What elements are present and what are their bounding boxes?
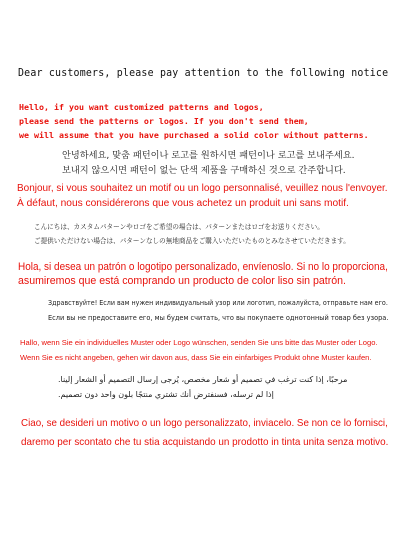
english-line-2: please send the patterns or logos. If you don't send them, (19, 116, 309, 126)
korean-line-1: 안녕하세요, 맞춤 패턴이나 로고를 원하시면 패턴이나 로고를 보내주세요. (62, 150, 355, 161)
french-line-1: Bonjour, si vous souhaitez un motif ou un logo personnalisé, veuillez nous l'envoyer. (17, 183, 388, 194)
arabic-line-2: إذا لم ترسله، فسنفترض أنك تشتري منتجًا بلون واحد دون تصميم. (58, 390, 274, 399)
english-line-1: Hello, if you want customized patterns and logos, (19, 102, 264, 112)
korean-line-2: 보내지 않으시면 패턴이 없는 단색 제품을 구매하신 것으로 간주합니다. (62, 165, 346, 176)
japanese-line-1: こんにちは、カスタムパターンやロゴをご希望の場合は、パターンまたはロゴをお送りください。 (34, 223, 324, 231)
german-line-2: Wenn Sie es nicht angeben, gehen wir davon aus, dass Sie ein einfarbiges Produkt ohne Muster kaufen. (20, 353, 372, 362)
japanese-line-2: ご提供いただけない場合は、パターンなしの無地商品をご購入いただいたものとみなさせていただきます。 (34, 237, 350, 245)
german-line-1: Hallo, wenn Sie ein individuelles Muster oder Logo wünschen, senden Sie uns bitte das Muster oder Logo. (20, 338, 378, 347)
italian-line-2: daremo per scontato che tu stia acquistando un prodotto in tinta unita senza motivo. (21, 437, 389, 448)
russian-line-2: Если вы не предоставите его, мы будем считать, что вы покупаете однотонный товар без узора. (48, 314, 389, 322)
arabic-line-1: مرحبًا، إذا كنت ترغب في تصميم أو شعار مخصص، يُرجى إرسال التصميم أو الشعار إلينا. (58, 375, 348, 384)
notice-heading: Dear customers, please pay attention to the following notice (18, 67, 389, 79)
italian-line-1: Ciao, se desideri un motivo o un logo personalizzato, inviacelo. Se non ce lo fornisci, (21, 418, 388, 429)
spanish-line-2: asumiremos que está comprando un producto de color liso sin patrón. (18, 275, 346, 287)
spanish-line-1: Hola, si desea un patrón o logotipo personalizado, envíenoslo. Si no lo proporciona, (18, 261, 388, 273)
english-line-3: we will assume that you have purchased a solid color without patterns. (19, 130, 369, 140)
russian-line-1: Здравствуйте! Если вам нужен индивидуальный узор или логотип, пожалуйста, отправьте нам его. (48, 299, 388, 307)
french-line-2: À défaut, nous considérerons que vous achetez un produit uni sans motif. (17, 198, 349, 209)
